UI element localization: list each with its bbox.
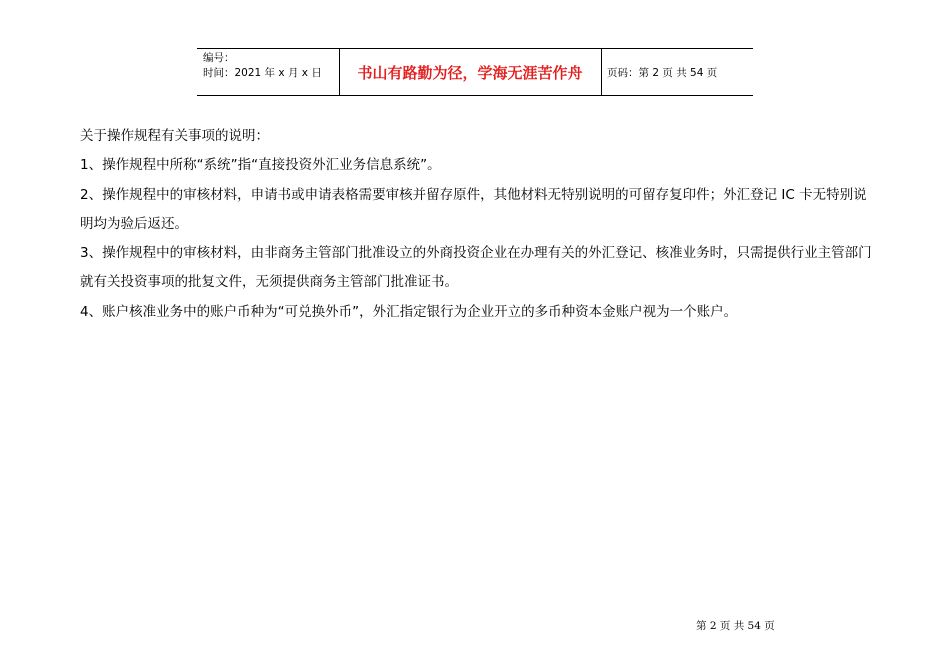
note-item-2: 2、操作规程中的审核材料，申请书或申请表格需要审核并留存原件，其他材料无特别说明的可留存复印件；外汇登记 IC 卡无特别说明均为验后返还。 xyxy=(80,186,867,232)
header-page-info: 页码：第 2 页 共 54 页 xyxy=(607,66,718,79)
header-number-label: 编号： xyxy=(203,52,235,64)
page-footer: 第 2 页 共 54 页 xyxy=(696,620,775,632)
header-motto: 书山有路勤为径，学海无涯苦作舟 xyxy=(357,63,583,82)
section-title: 关于操作规程有关事项的说明： xyxy=(80,128,269,144)
document-body xyxy=(80,122,880,327)
header-meta xyxy=(203,51,333,81)
header-date: 时间：2021 年 x 月 x 日 xyxy=(203,67,322,79)
page-header xyxy=(197,48,753,96)
note-item-4: 4、账户核准业务中的账户币种为“可兑换外币”，外汇指定银行为企业开立的多币种资本金账户视为一个账户。 xyxy=(80,303,738,320)
note-item-3: 3、操作规程中的审核材料，由非商务主管部门批准设立的外商投资企业在办理有关的外汇登记、核准业务时，只需提供行业主管部门就有关投资事项的批复文件，无须提供商务主管部门批准证书。 xyxy=(80,245,872,291)
note-item-1: 1、操作规程中所称“系统”指“直接投资外汇业务信息系统”。 xyxy=(80,157,441,174)
header-divider-right xyxy=(601,49,602,95)
